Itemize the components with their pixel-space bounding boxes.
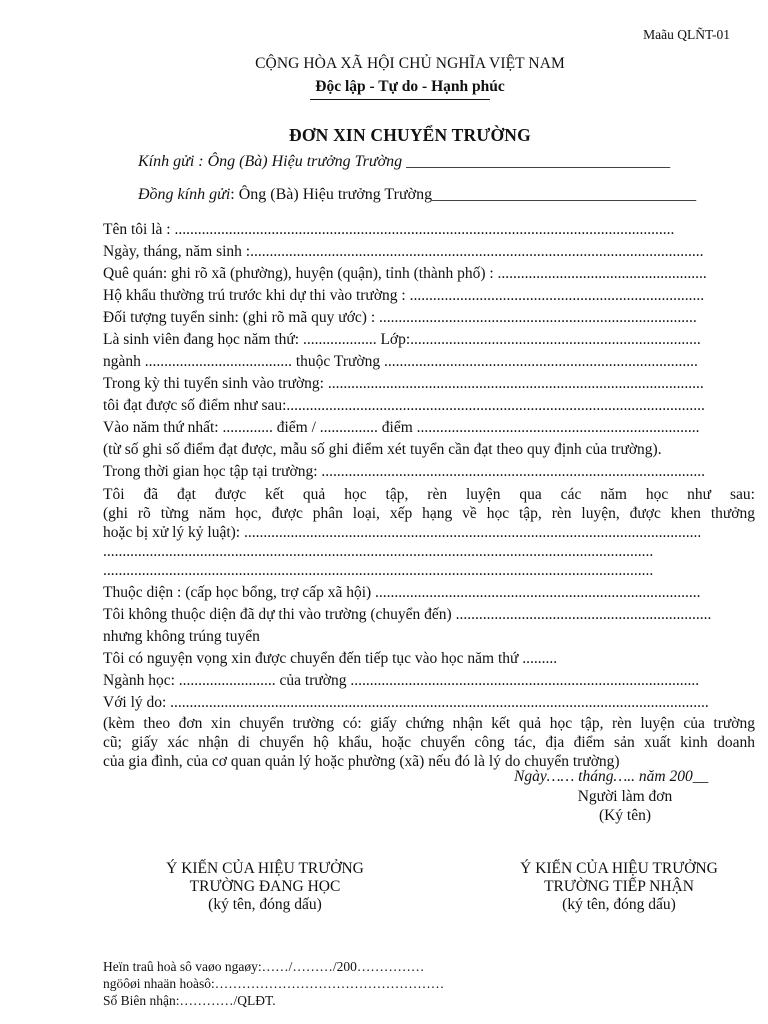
field-benefits[interactable]: Thuộc diện : (cấp học bổng, trợ cấp xã hội) ....................................................................................	[103, 584, 701, 601]
national-title: CỘNG HÒA XÃ HỘI CHỦ NGHĨA VIỆT NAM	[255, 55, 565, 72]
cc-addressee-field[interactable]: : Ông (Bà) Hiệu trưởng Trường_________________________________	[230, 186, 697, 203]
field-study-period[interactable]: Trong thời gian học tập tại trường: ...................................................................................................	[103, 463, 706, 480]
field-major-school[interactable]: ngành ...................................... thuộc Trường .................................................................................	[103, 353, 698, 370]
field-date-of-birth[interactable]: Ngày, tháng, năm sinh :.....................................................................................................................	[103, 243, 704, 260]
field-major-target-school[interactable]: Ngành học: ......................... của trường ..........................................................................................	[103, 672, 700, 689]
document-title: ĐƠN XIN CHUYỂN TRƯỜNG	[289, 125, 531, 145]
field-desired-year[interactable]: Tôi có nguyện vọng xin được chuyển đến tiếp tục vào học năm thứ .........	[103, 650, 558, 667]
field-admission-category[interactable]: Đối tượng tuyển sinh: (ghi rõ mã quy ước) : ..................................................................................	[103, 309, 697, 326]
form-body	[103, 219, 755, 771]
office-use-footer	[103, 958, 444, 1009]
opinion-right-heading-2: TRƯỜNG TIẾP NHẬN	[544, 878, 694, 895]
attachments-note-3: của gia đình, của cơ quan quản lý hoặc phường (xã) nếu đó là lý do chuyển trường)	[103, 753, 620, 770]
opinion-right-sign-note: (ký tên, đóng dấu)	[562, 896, 676, 913]
results-instructions: (ghi rõ từng năm học, được phân loại, xếp hạng về học tập, rèn luyện, được khen thưởng	[103, 505, 755, 522]
addressee-label: Kính gửi : Ông (Bà) Hiệu trưởng Trường	[138, 153, 403, 170]
field-hometown[interactable]: Quê quán: ghi rõ xã (phường), huyện (quận), tỉnh (thành phố) : ......................................................	[103, 265, 707, 282]
field-permanent-residence[interactable]: Hộ khẩu thường trú trước khi dự thi vào trường : ............................................................................	[103, 287, 705, 304]
field-scores[interactable]: tôi đạt được số điểm như sau:............................................................................................................	[103, 397, 705, 414]
field-entrance-exam[interactable]: Trong kỳ thi tuyển sinh vào trường: .................................................................................................	[103, 375, 704, 392]
national-motto: Độc lập - Tự do - Hạnh phúc	[315, 78, 505, 95]
opinion-left-sign-note: (ký tên, đóng dấu)	[208, 896, 322, 913]
opinion-left-heading-1: Ý KIẾN CỦA HIỆU TRƯỞNG	[166, 860, 364, 877]
attachments-note-2: cũ; giấy xác nhận di chuyển hộ khẩu, hoặc chuyển công tác, địa điểm sản xuất kinh doanh	[103, 734, 755, 751]
field-first-year-score[interactable]: Vào năm thứ nhất: ............. điểm / ............... điểm .........................................................................	[103, 419, 700, 436]
applicant-signature-block	[555, 787, 695, 825]
current-school-principal-opinion	[150, 860, 380, 914]
results-intro: Tôi đã đạt được kết quả học tập, rèn luyện qua các năm học như sau:	[103, 486, 755, 503]
field-results-3[interactable]: ..............................................................................................................................................	[103, 562, 654, 579]
date-line[interactable]: Ngày…… tháng….. năm 200__	[514, 768, 709, 785]
motto-underline	[310, 99, 490, 100]
cc-addressee-line	[138, 186, 696, 204]
footer-receipt-number[interactable]: Số Biên nhận:…………/QLĐT.	[103, 993, 276, 1008]
score-note: (từ số ghi số điểm đạt được, mẫu số ghi điểm xét tuyển cần đạt theo quy định của trường).	[103, 441, 662, 458]
applicant-sign-note: (Ký tên)	[598, 807, 652, 824]
form-code: Maãu QLÑT-01	[643, 27, 730, 42]
field-transfer-school[interactable]: Tôi không thuộc diện đã dự thi vào trường (chuyển đến) ..................................................................	[103, 606, 712, 623]
footer-return-date[interactable]: Heïn traû hoà sô vaøo ngaøy:……/………/200……………	[103, 959, 425, 974]
field-reason[interactable]: Với lý do: ...........................................................................................................................................	[103, 694, 709, 711]
cc-addressee-label: Đồng kính gửi	[138, 186, 231, 203]
field-full-name[interactable]: Tên tôi là : .................................................................................................................................	[103, 221, 675, 238]
field-results-1[interactable]: hoặc bị xử lý kỷ luật): ......................................................................................................................	[103, 524, 702, 541]
opinion-left-heading-2: TRƯỜNG ĐANG HỌC	[189, 878, 341, 895]
footer-receiver[interactable]: ngöôøi nhaän hoàsô:……………………………………………	[103, 976, 445, 991]
addressee-blank[interactable]: _________________________________	[402, 153, 671, 170]
field-results-2[interactable]: ..............................................................................................................................................	[103, 543, 654, 560]
field-year-class[interactable]: Là sinh viên đang học năm thứ: ................... Lớp:...........................................................................	[103, 331, 701, 348]
not-admitted-note: nhưng không trúng tuyển	[103, 628, 260, 645]
applicant-label: Người làm đơn	[577, 788, 673, 805]
opinion-right-heading-1: Ý KIẾN CỦA HIỆU TRƯỞNG	[520, 860, 718, 877]
receiving-school-principal-opinion	[504, 860, 734, 914]
addressee-line	[138, 153, 670, 171]
attachments-note-1: (kèm theo đơn xin chuyển trường có: giấy chứng nhận kết quả học tập, rèn luyện của trường	[103, 715, 755, 732]
